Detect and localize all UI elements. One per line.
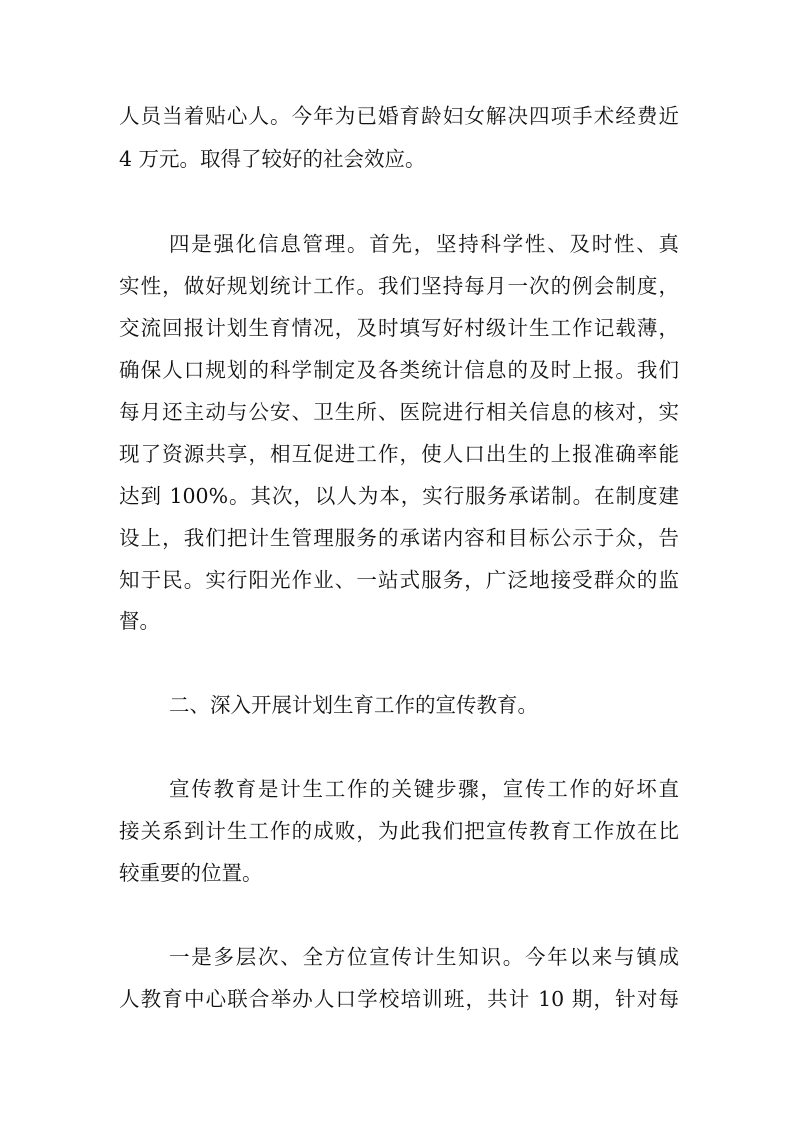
paragraph-4-line-1: 一是多层次、全方位宣传计生知识。今年以来与镇成 <box>169 945 679 969</box>
paragraph-4-line-2: 人教育中心联合举办人口学校培训班，共计 10 期，针对每 <box>119 987 679 1011</box>
paragraph-3-line-2: 接关系到计生工作的成败，为此我们把宣传教育工作放在比 <box>119 819 679 843</box>
paragraph-2-line-8: 设上，我们把计生管理服务的承诺内容和目标公示于众，告 <box>119 526 679 550</box>
paragraph-2-line-7: 达到 100%。其次，以人为本，实行服务承诺制。在制度建 <box>119 484 679 508</box>
paragraph-3-line-3: 较重要的位置。 <box>119 861 263 885</box>
paragraph-2-line-10: 督。 <box>119 609 160 633</box>
paragraph-2-line-9: 知于民。实行阳光作业、一站式服务，广泛地接受群众的监 <box>119 568 679 592</box>
paragraph-2-line-5: 每月还主动与公安、卫生所、医院进行相关信息的核对，实 <box>119 400 679 424</box>
paragraph-2-line-6: 现了资源共享，相互促进工作，使人口出生的上报准确率能 <box>119 442 679 466</box>
paragraph-2-line-2: 实性，做好规划统计工作。我们坚持每月一次的例会制度， <box>119 274 679 298</box>
paragraph-3-line-1: 宣传教育是计生工作的关键步骤，宣传工作的好坏直 <box>169 777 679 801</box>
paragraph-1-line-1: 人员当着贴心人。今年为已婚育龄妇女解决四项手术经费近 <box>119 104 679 128</box>
paragraph-1-line-2: 4 万元。取得了较好的社会效应。 <box>119 147 426 171</box>
paragraph-2-line-4: 确保人口规划的科学制定及各类统计信息的及时上报。我们 <box>119 358 679 382</box>
paragraph-2-line-1: 四是强化信息管理。首先，坚持科学性、及时性、真 <box>169 232 679 256</box>
paragraph-2-line-3: 交流回报计划生育情况，及时填写好村级计生工作记载薄， <box>119 316 679 340</box>
section-heading: 二、深入开展计划生育工作的宣传教育。 <box>169 693 538 717</box>
